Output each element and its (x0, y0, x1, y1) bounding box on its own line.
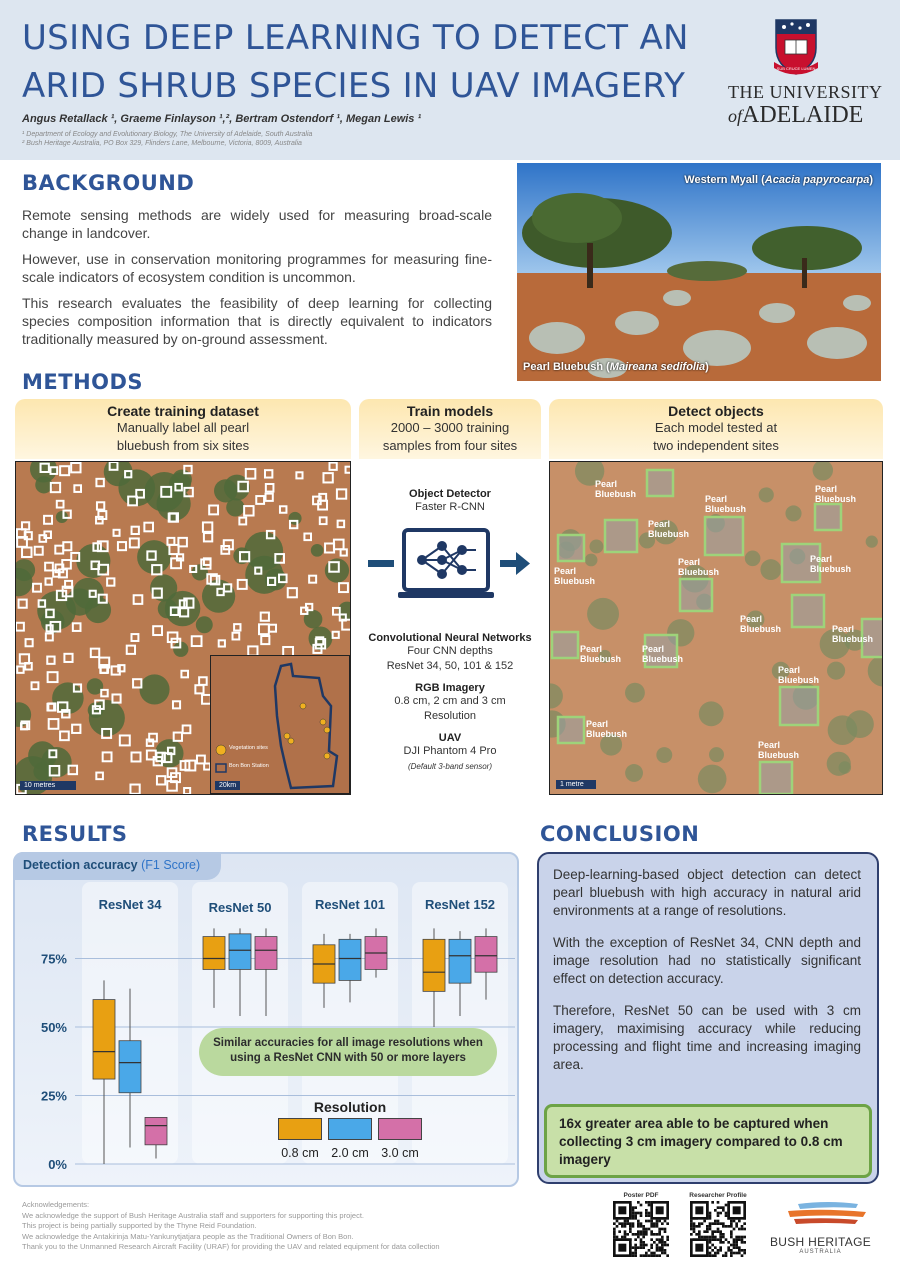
methods-col2-title: Train models (406, 403, 494, 419)
training-label-box (153, 626, 162, 635)
photo-caption-bottom-suffix: ) (705, 361, 709, 373)
training-label-box (132, 752, 141, 761)
conclusion-p1: Deep-learning-based object detection can detect pearl bluebush with high accuracy in natural arid environments at a range of resolutions. (553, 867, 861, 918)
training-label-box (167, 538, 174, 545)
training-label-box (192, 636, 202, 646)
detection-label: Pearl Bluebush (580, 644, 622, 664)
university-name-of: of (728, 106, 743, 126)
training-label-box (184, 788, 190, 794)
training-label-box (60, 466, 69, 475)
university-logo (720, 18, 890, 138)
photo-caption-bottom-species: Maireana sedifolia (609, 361, 706, 373)
photo-caption-top-suffix: ) (869, 174, 873, 186)
group-panel (192, 882, 288, 1164)
detection-box (760, 762, 792, 794)
training-label-box (169, 545, 178, 554)
arrow-left-icon (368, 560, 394, 567)
training-label-box (71, 463, 80, 472)
training-label-box (19, 600, 27, 608)
detection-label: Pearl Bluebush (642, 644, 684, 664)
training-label-box (309, 576, 316, 583)
boxplot-chart (15, 854, 517, 1185)
university-name-line2 (728, 102, 863, 129)
bush-heritage-sub: AUSTRALIA (799, 1249, 842, 1255)
training-label-box (296, 472, 302, 478)
group-label: ResNet 101 (314, 897, 386, 912)
training-label-box (304, 534, 311, 541)
training-label-box (197, 756, 205, 764)
training-label-box (33, 584, 41, 592)
qr-profile-label: Researcher Profile (689, 1192, 747, 1199)
training-label-box (323, 473, 332, 482)
training-label-box (47, 657, 54, 664)
box-body (145, 1117, 167, 1144)
box-body (423, 939, 445, 991)
photo-caption-bottom-prefix: Pearl Bluebush ( (523, 361, 610, 373)
background-p2: However, use in conservation monitoring programmes for measuring fine-scale indicators of ecosystem condition is uncommon. (22, 251, 492, 285)
rgb-heading: RGB Imagery (415, 682, 485, 694)
results-tab-bold: Detection accuracy (23, 858, 138, 872)
photo-caption-top (684, 174, 873, 186)
landscape-photo-image (517, 163, 881, 381)
legend-swatch (278, 1118, 322, 1140)
inset-legend-station: Bon Bon Station (229, 763, 269, 769)
training-scale-bar: 10 metres (20, 781, 76, 790)
training-label-box (238, 580, 247, 589)
results-panel (13, 852, 519, 1187)
training-label-box (120, 735, 130, 745)
training-label-box (32, 682, 39, 689)
detection-box (680, 579, 712, 611)
detection-box (558, 717, 584, 743)
training-label-box (134, 595, 143, 604)
results-tab-light: (F1 Score) (141, 858, 201, 872)
qr-poster-label: Poster PDF (623, 1192, 659, 1199)
detection-box (815, 504, 841, 530)
training-label-box (259, 624, 269, 634)
training-label-box (46, 633, 53, 640)
crest-motto: SUB CRUCE LUMEN (776, 66, 816, 71)
detection-label: Pearl Bluebush (740, 614, 782, 634)
training-label-box (130, 538, 139, 547)
detection-label: Pearl Bluebush (678, 557, 720, 577)
training-label-box (72, 725, 80, 733)
training-label-box (195, 685, 203, 693)
training-label-box (131, 634, 138, 641)
methods-col3-header (549, 399, 883, 459)
training-label-box (144, 523, 153, 532)
detection-box (558, 535, 584, 561)
training-label-box (63, 542, 71, 550)
methods-col3-title: Detect objects (668, 403, 764, 419)
training-label-box (103, 752, 112, 761)
box-body (255, 937, 277, 970)
background-p1: Remote sensing methods are widely used for measuring broad-scale change in landcover. (22, 207, 492, 241)
detector-value: Faster R-CNN (415, 501, 485, 513)
neural-network-laptop-icon (360, 520, 540, 610)
poster-title (22, 14, 722, 110)
uav-line1: DJI Phantom 4 Pro (403, 745, 497, 757)
callout-line1: Similar accuracies for all image resolutions when (213, 1037, 483, 1049)
methods-col1-sub1: Manually label all pearl (116, 420, 250, 435)
training-label-box (204, 558, 211, 565)
training-label-box (329, 463, 336, 470)
training-label-box (173, 701, 180, 708)
methods-col2-header (359, 399, 541, 459)
training-label-box (337, 489, 346, 498)
methods-col3-sub1: Each model tested at (654, 420, 778, 435)
training-label-box (64, 654, 72, 662)
uav-heading: UAV (438, 732, 462, 744)
y-tick-label: 25% (40, 1088, 67, 1104)
affiliation-1: ¹ Department of Ecology and Evolutionary Biology, The University of Adelaide, South Australia (22, 131, 313, 138)
detection-aerial-image (549, 461, 883, 795)
detection-label: Pearl Bluebush (758, 740, 800, 760)
training-label-box (199, 677, 207, 685)
training-label-box (21, 723, 27, 729)
training-label-box (55, 546, 63, 554)
training-label-box (234, 624, 240, 630)
detector-heading: Object Detector (409, 488, 491, 500)
y-tick-label: 50% (40, 1020, 67, 1035)
university-name-adelaide: ADELAIDE (742, 102, 864, 128)
training-label-box (22, 548, 31, 557)
y-tick-label: 75% (40, 951, 67, 967)
training-label-box (39, 535, 46, 542)
training-label-box (333, 632, 339, 638)
cnn-heading: Convolutional Neural Networks (368, 632, 532, 644)
training-label-box (17, 666, 23, 672)
methods-col1-header (15, 399, 351, 459)
detection-label: Pearl Bluebush (586, 719, 628, 739)
training-label-box (96, 479, 103, 486)
detection-scale-bar: 1 metre (556, 780, 596, 789)
detection-label: Pearl Bluebush (648, 519, 690, 539)
training-label-box (174, 733, 182, 741)
arrow-right-icon (500, 552, 530, 575)
university-name-line1: THE UNIVERSITY (728, 82, 883, 102)
detection-label: Pearl Bluebush (815, 484, 857, 504)
training-label-box (338, 521, 344, 527)
landscape-photo (517, 163, 881, 381)
affiliation-2: ² Bush Heritage Australia, PO Box 329, Flinders Lane, Melbourne, Victoria, 8009, Australia (22, 140, 302, 147)
detection-box (705, 517, 743, 555)
results-callout (199, 1028, 497, 1076)
y-tick-label: 0% (48, 1157, 67, 1172)
ack-line3: We acknowledge the Antakirinja Matu-Yankunytjatjara people as the Traditional Owners of Bon Bon. (22, 1231, 354, 1241)
university-crest-icon (772, 18, 820, 76)
detection-box (647, 470, 673, 496)
resolution-legend (278, 1118, 438, 1164)
site-inset-graphic (211, 656, 351, 795)
training-label-box (118, 542, 126, 550)
methods-col3-sub2: two independent sites (653, 438, 779, 453)
legend-swatch (378, 1118, 422, 1140)
train-models-details (360, 470, 540, 515)
conclusion-p2: With the exception of ResNet 34, CNN depth and image resolution had no statistically significant effect on detection accuracy. (553, 935, 861, 986)
background-p3: This research evaluates the feasibility of deep learning for collecting species composition information that is directly equivalent to indicators traditionally measured by on-ground assessment. (22, 295, 492, 347)
training-label-box (239, 518, 246, 525)
training-label-box (60, 731, 69, 740)
results-heading: RESULTS (22, 822, 128, 846)
ack-line1: We acknowledge the support of Bush Heritage Australia staff and supporters for supporting this project. (22, 1210, 365, 1220)
training-label-box (49, 719, 59, 729)
box-body (229, 934, 251, 970)
ack-title: Acknowledgements: (22, 1200, 90, 1209)
site-inset-map (210, 655, 350, 794)
training-label-box (246, 469, 256, 479)
legend-label: 3.0 cm (381, 1146, 419, 1160)
qr-code-profile-icon[interactable] (690, 1201, 746, 1257)
training-aerial-image (15, 461, 351, 795)
photo-caption-top-prefix: Western Myall ( (684, 174, 765, 186)
detection-box (552, 632, 578, 658)
conclusion-p3: Therefore, ResNet 50 can be used with 3 cm imagery, maximising accuracy while reducing processing and flight time and increasing imaging area. (553, 1003, 861, 1072)
training-label-box (178, 538, 187, 547)
group-label: ResNet 152 (424, 897, 496, 912)
training-label-box (261, 636, 269, 644)
group-label: ResNet 34 (98, 897, 162, 912)
ack-line4: Thank you to the Unmanned Research Aircraft Facility (URAF) for providing the UAV and related equipment for data collection (22, 1242, 440, 1251)
detection-label: Pearl Bluebush (595, 479, 637, 499)
training-label-box (26, 639, 33, 646)
training-label-box (265, 470, 272, 477)
training-label-box (183, 725, 191, 733)
box-body (449, 939, 471, 983)
training-label-box (269, 625, 276, 632)
poster-header (0, 0, 900, 160)
training-label-box (96, 773, 103, 780)
training-label-box (44, 516, 52, 524)
training-label-box (168, 632, 178, 642)
training-label-box (339, 583, 348, 592)
training-label-box (209, 506, 218, 515)
training-label-box (346, 467, 351, 473)
uav-line2: (Default 3-band sensor) (407, 762, 493, 771)
detection-label: Pearl Bluebush (705, 494, 747, 514)
detection-label: Pearl Bluebush (810, 554, 852, 574)
background-heading: BACKGROUND (22, 171, 195, 195)
methods-col1-title: Create training dataset (107, 403, 259, 419)
photo-caption-bottom (523, 361, 709, 373)
title-line-1: USING DEEP LEARNING TO DETECT AN (22, 18, 689, 58)
box-body (119, 1041, 141, 1093)
detection-label: Pearl Bluebush (554, 566, 596, 586)
photo-caption-top-species: Acacia papyrocarpa (764, 174, 870, 186)
training-label-box (266, 494, 273, 501)
inset-scale-bar: 20km (215, 781, 240, 790)
box-body (339, 939, 361, 980)
methods-col2-sub2: samples from four sites (382, 438, 518, 453)
training-label-box (127, 646, 135, 654)
bush-heritage-brush-icon (758, 1198, 883, 1230)
inset-legend-vegetation: Vegetation sites (229, 745, 268, 751)
methods-col2-sub1: 2000 – 3000 training (390, 420, 510, 435)
training-label-box (101, 690, 107, 696)
training-label-box (97, 502, 104, 509)
conclusion-heading: CONCLUSION (540, 822, 700, 846)
title-line-2: ARID SHRUB SPECIES IN UAV IMAGERY (22, 66, 686, 106)
methods-col1-sub2: bluebush from six sites (116, 438, 250, 453)
box-body (203, 937, 225, 970)
training-label-box (74, 485, 81, 492)
box-body (93, 1000, 115, 1079)
cnn-line1: Four CNN depths (407, 645, 493, 657)
training-label-box (266, 484, 274, 492)
training-label-box (203, 522, 212, 531)
cnn-details (360, 632, 540, 774)
training-label-box (73, 623, 81, 631)
legend-swatch (328, 1118, 372, 1140)
authors: Angus Retallack ¹, Graeme Finlayson ¹,², Bertram Ostendorf ¹, Megan Lewis ¹ (22, 113, 422, 125)
training-label-box (48, 672, 58, 682)
legend-label: 2.0 cm (331, 1146, 369, 1160)
training-label-box (45, 578, 51, 584)
training-label-box (35, 547, 43, 555)
training-label-box (288, 588, 297, 597)
training-label-box (325, 543, 334, 552)
training-label-box (204, 533, 212, 541)
detection-label: Pearl Bluebush (832, 624, 874, 644)
training-label-box (341, 549, 347, 555)
training-label-box (219, 640, 225, 646)
training-label-box (181, 671, 188, 678)
training-label-box (114, 530, 120, 536)
conclusion-highlight: 16x greater area able to be captured when collecting 3 cm imagery compared to 0.8 cm imagery (544, 1104, 872, 1178)
cnn-line2: ResNet 34, 50, 101 & 152 (386, 660, 514, 672)
qr-code-poster-icon[interactable] (613, 1201, 669, 1257)
training-label-box (256, 496, 264, 504)
bush-heritage-name: BUSH HERITAGE (769, 1235, 872, 1249)
resolution-legend-title: Resolution (313, 1099, 387, 1115)
detection-box (780, 687, 818, 725)
training-label-box (107, 578, 114, 585)
bush-heritage-logo (758, 1198, 883, 1258)
training-label-box (306, 604, 312, 610)
training-label-box (334, 540, 344, 550)
training-label-box (261, 613, 269, 621)
group-label: ResNet 50 (208, 900, 272, 915)
box-body (475, 937, 497, 973)
rgb-line2: Resolution (424, 710, 476, 722)
training-label-box (57, 501, 64, 508)
detection-label: Pearl Bluebush (778, 665, 820, 685)
training-label-box (157, 776, 165, 784)
rgb-line1: 0.8 cm, 2 cm and 3 cm (394, 695, 506, 707)
training-label-box (132, 527, 139, 534)
methods-heading: METHODS (22, 370, 144, 394)
training-label-box (45, 563, 53, 571)
callout-line2: using a ResNet CNN with 50 or more layers (230, 1052, 466, 1064)
legend-label: 0.8 cm (281, 1146, 319, 1160)
acknowledgements (22, 1200, 440, 1253)
background-text (22, 206, 492, 356)
training-label-box (280, 506, 286, 512)
training-label-box (91, 649, 99, 657)
training-label-box (320, 517, 327, 524)
training-label-box (177, 554, 183, 560)
training-label-box (16, 623, 24, 631)
detection-box (792, 595, 824, 627)
detection-box (605, 520, 637, 552)
ack-line2: This project is being partially supported by the Thyne Reid Foundation. (22, 1221, 257, 1230)
training-label-box (130, 785, 139, 794)
training-label-box (244, 506, 253, 515)
affiliations (22, 130, 312, 148)
detection-aerial-map (550, 462, 883, 795)
training-label-box (233, 633, 240, 640)
